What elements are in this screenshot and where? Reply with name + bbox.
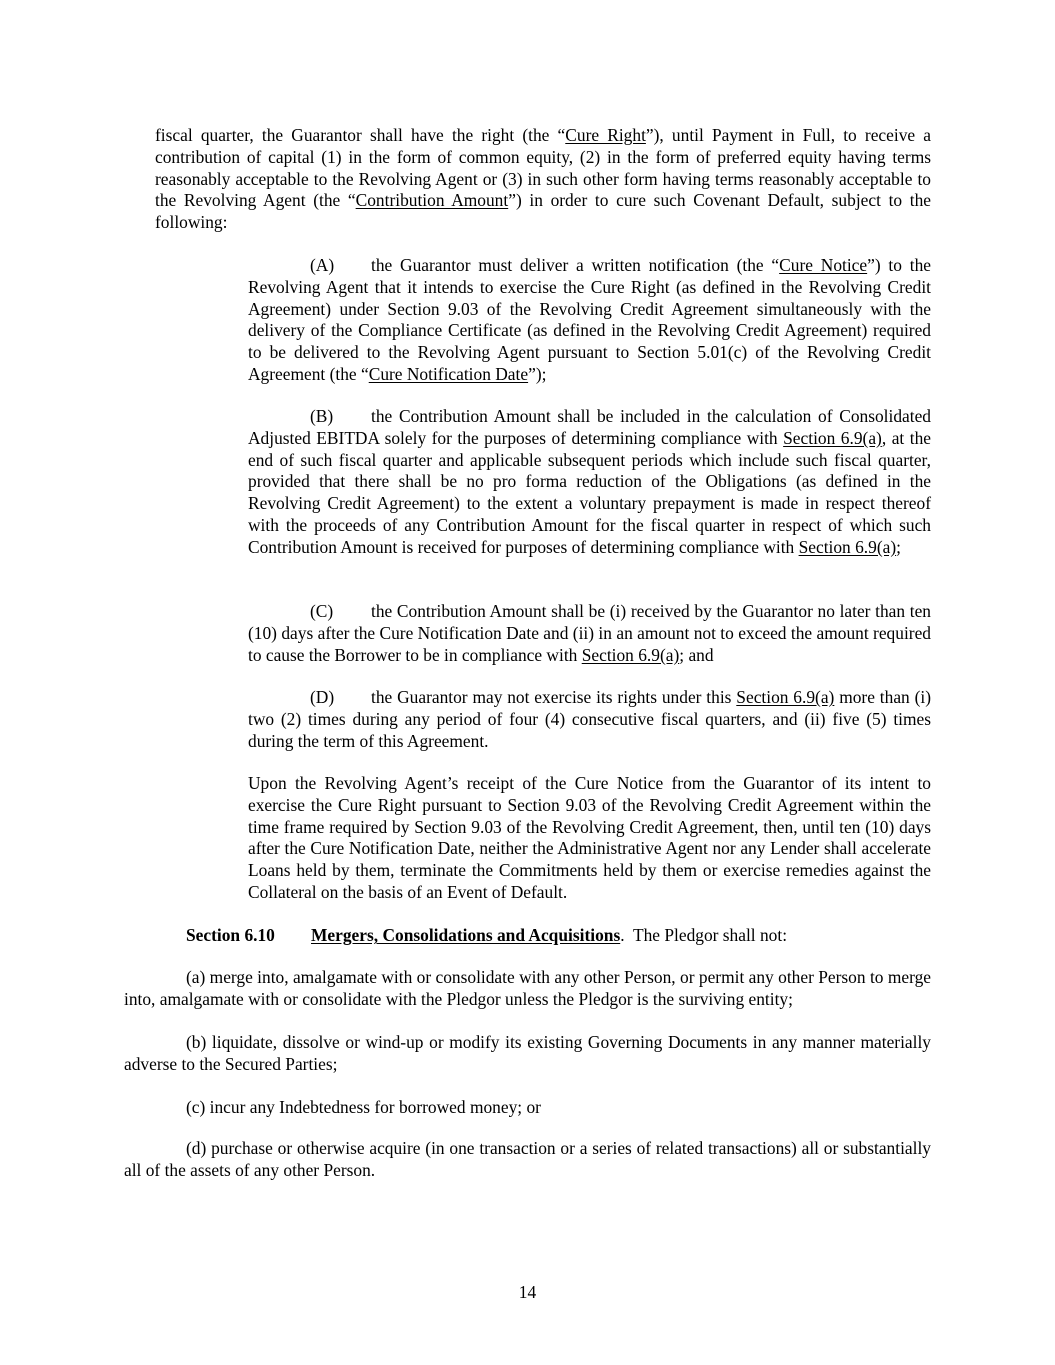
section-reference: Section 6.9(a) (783, 427, 882, 448)
section-lead-text: The Pledgor shall not: (624, 925, 788, 945)
paragraph-b: (B) the Contribution Amount shall be included in the calculation of Consolidated Adjusted EBITDA solely for the purposes of determining compliance with Section 6.9(a), at the end of such fiscal quarter and applicable subsequent periods which include such fiscal quarter, provided that there shall be no pro forma reduction of the Obligations (as defined in the Revolving Credit Agreement) to the extent a voluntary prepayment is made in respect thereof with the proceeds of any Contribution Amount for the fiscal quarter in respect of which such Contribution Amount is received for purposes of determining compliance with Section 6.9(a); (248, 406, 931, 557)
clause-d: (d) purchase or otherwise acquire (in one transaction or a series of related transactions) all or substantially all of the assets of any other Person. (124, 1138, 931, 1180)
defined-term-contribution-amount: Contribution Amount (355, 190, 509, 211)
section-number: Section 6.10 (186, 925, 275, 945)
paragraph-d: (D) the Guarantor may not exercise its rights under this Section 6.9(a) more than (i) two (2) times during any period of four (4) consecutive fiscal quarters, and (ii) five (5) times during the term of this Agreement. (248, 687, 931, 751)
section-reference: Section 6.9(a) (798, 536, 897, 557)
paragraph-c: (C) the Contribution Amount shall be (i) received by the Guarantor no later than ten (10) days after the Cure Notification Date and (ii) in an amount not to exceed the amount required to cause the Borrower to be in compliance with Section 6.9(a); and (248, 601, 931, 665)
section-heading: Section 6.10 Mergers, Consolidations and Acquisitions. The Pledgor shall not: (186, 925, 788, 945)
intro-paragraph: fiscal quarter, the Guarantor shall have the right (the “Cure Right”), until Payment in Full, to receive a contribution of capital (1) in the form of common equity, (2) in the form of preferred equity having terms reasonably acceptable to the Revolving Agent or (3) in such other form having terms reasonably acceptable to the Revolving Agent (the “Contribution Amount”) in order to cure such Covenant Default, subject to the following: (155, 125, 932, 233)
section-title: Mergers, Consolidations and Acquisitions (311, 925, 621, 945)
clause-b: (b) liquidate, dissolve or wind-up or modify its existing Governing Documents in any manner materially adverse to the Secured Parties; (124, 1032, 931, 1074)
section-reference: Section 6.9(a) (736, 687, 835, 707)
paragraph-a: (A) the Guarantor must deliver a written notification (the “Cure Notice”) to the Revolving Agent that it intends to exercise the Cure Right (as defined in the Revolving Credit Agreement) under Section 9.03 of the Revolving Credit Agreement simultaneously with the delivery of the Compliance Certificate (as defined in the Revolving Credit Agreement) required to be delivered to the Revolving Agent pursuant to Section 5.01(c) of the Revolving Credit Agreement (the “Cure Notification Date”); (248, 255, 932, 384)
paragraph-label: (A) (310, 255, 335, 275)
paragraph-label: (D) (310, 687, 335, 707)
defined-term-cure-notification-date: Cure Notification Date (368, 363, 529, 384)
paragraph-label: (B) (310, 406, 334, 426)
page-number: 14 (518, 1282, 537, 1302)
paragraph-cure-notice-effect: Upon the Revolving Agent’s receipt of the Cure Notice from the Guarantor of its intent to exercise the Cure Right pursuant to Section 9.03 of the Revolving Credit Agreement within the time frame required by Section 9.03 of the Revolving Credit Agreement, then, until ten (10) days after the Cure Notification Date, neither the Administrative Agent nor any Lender shall accelerate Loans held by them, terminate the Commitments held by them or exercise remedies against the Collateral on the basis of an Event of Default. (248, 773, 931, 902)
paragraph-label: (C) (310, 601, 334, 621)
clause-c: (c) incur any Indebtedness for borrowed money; or (186, 1097, 541, 1117)
clause-a: (a) merge into, amalgamate with or consolidate with any other Person, or permit any other Person to merge into, amalgamate with or consolidate with the Pledgor unless the Pledgor is the surviving entity; (124, 967, 931, 1009)
defined-term-cure-notice: Cure Notice (779, 255, 868, 275)
defined-term-cure-right: Cure Right (565, 125, 646, 145)
section-reference: Section 6.9(a) (581, 644, 680, 665)
